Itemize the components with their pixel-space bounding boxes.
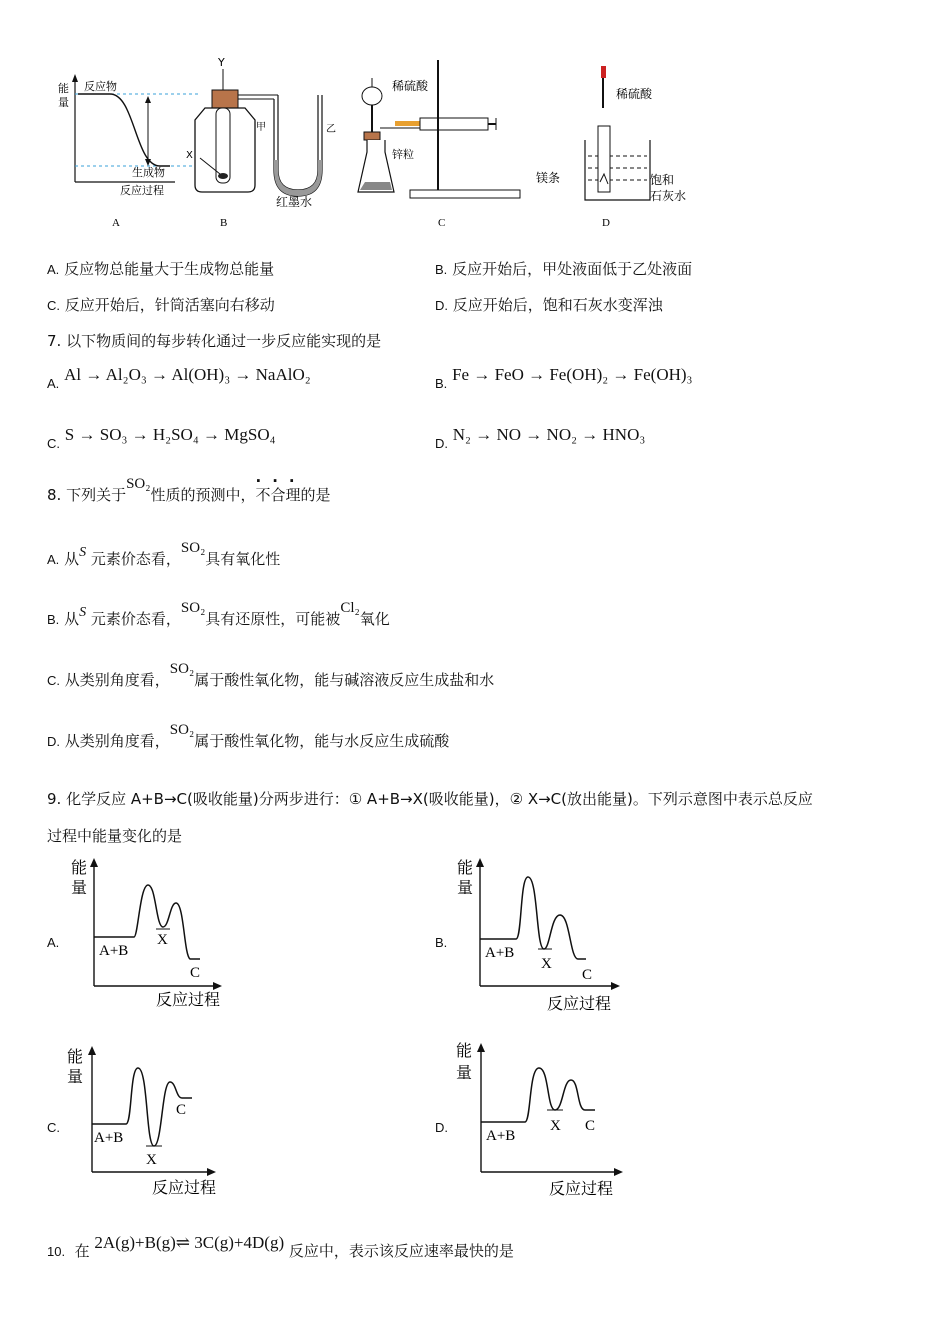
figA-ylabel-1: 能 (58, 82, 69, 95)
figD-lime-1: 饱和 (650, 173, 675, 187)
svg-text:反应过程: 反应过程 (152, 1178, 217, 1197)
svg-text:能: 能 (456, 1041, 473, 1060)
q7-stem: 7. 以下物质间的每步转化通过一步反应能实现的是 (47, 332, 382, 350)
svg-text:反应过程: 反应过程 (156, 990, 221, 1009)
svg-text:能: 能 (71, 858, 88, 877)
figB-yi: 乙 (326, 124, 336, 135)
svg-text:量: 量 (71, 878, 88, 897)
svg-text:C: C (190, 965, 201, 981)
svg-text:A+B: A+B (485, 945, 515, 961)
figD-tag: D (602, 217, 610, 229)
svg-text:反应过程: 反应过程 (547, 994, 612, 1013)
q8-option-c[interactable]: C. 从类别角度看，SO₂属于酸性氧化物，能与碱溶液反应生成盐和水 (47, 661, 495, 689)
figB-y: Y (218, 56, 225, 69)
q8-option-b[interactable]: B. 从S 元素价态看，SO₂具有还原性，可能被Cl₂氧化 (47, 600, 390, 628)
q9-stem-line2: 过程中能量变化的是 (47, 827, 183, 845)
q7-option-a[interactable]: A. Al → Al₂O₃ → Al(OH)₃ → NaAlO₂ (47, 365, 311, 391)
q6-option-b[interactable]: B. 反应开始后，甲处液面低于乙处液面 (435, 260, 693, 278)
figB-x: X (186, 150, 193, 161)
svg-text:量: 量 (67, 1067, 84, 1086)
q6-option-c[interactable]: C. 反应开始后，针筒活塞向右移动 (47, 296, 275, 314)
q9-graph-c[interactable] (64, 1040, 244, 1205)
figA-tag: A (112, 217, 120, 229)
figD-mg: 镁条 (536, 171, 561, 185)
svg-text:C: C (582, 967, 593, 983)
q8-option-a[interactable]: A. 从S 元素价态看，SO₂具有氧化性 (47, 540, 281, 568)
svg-text:A+B: A+B (99, 943, 129, 959)
figC-zinc: 锌粒 (392, 148, 414, 161)
q9-stem-line1: 9. 化学反应 A+B→C(吸收能量)分两步进行：① A+B→X(吸收能量)，② X→C(放出能量)。下列示意图中表示总反应 (47, 790, 813, 808)
figure-c-apparatus (358, 60, 520, 229)
figA-reactant: 反应物 (84, 80, 117, 93)
q8-option-d[interactable]: D. 从类别角度看，SO₂属于酸性氧化物，能与水反应生成硫酸 (47, 722, 450, 750)
svg-text:反应过程: 反应过程 (549, 1179, 614, 1198)
figD-lime-2: 石灰水 (650, 189, 687, 203)
svg-text:X: X (146, 1152, 157, 1168)
svg-text:A+B: A+B (94, 1130, 124, 1146)
figB-tag: B (220, 217, 228, 229)
q9-option-c-letter[interactable]: C. (47, 1120, 60, 1135)
q7-option-c[interactable]: C. S → SO₃ → H₂SO₄ → MgSO₄ (47, 425, 276, 451)
figD-acid: 稀硫酸 (616, 87, 653, 101)
figB-jia: 甲 (256, 122, 266, 133)
q9-graph-a[interactable] (66, 855, 246, 1015)
figure-d-apparatus (536, 66, 686, 229)
svg-text:X: X (550, 1118, 561, 1134)
svg-text:X: X (157, 932, 168, 948)
svg-text:量: 量 (457, 878, 474, 897)
svg-text:C: C (176, 1102, 187, 1118)
svg-text:量: 量 (456, 1063, 473, 1082)
q8-emphasis: ··· 不合理 (255, 472, 306, 504)
q9-option-d-letter[interactable]: D. (435, 1120, 448, 1135)
figC-acid: 稀硫酸 (392, 79, 429, 93)
q6-option-d[interactable]: D. 反应开始后，饱和石灰水变浑浊 (435, 296, 663, 314)
q10-equation: 2A(g)+B(g)⇌ 3C(g)+4D(g) (94, 1233, 285, 1252)
q10-stem: 10. 在 2A(g)+B(g)⇌ 3C(g)+4D(g) 反应中，表示该反应速率最快的是 (47, 1233, 514, 1260)
figB-ink: 红墨水 (276, 195, 313, 209)
q7-option-d[interactable]: D. N₂ → NO → NO₂ → HNO₃ (435, 425, 646, 451)
svg-text:A+B: A+B (486, 1128, 516, 1144)
svg-text:C: C (585, 1118, 596, 1134)
q9-option-a-letter[interactable]: A. (47, 935, 60, 950)
q6-option-a[interactable]: A. 反应物总能量大于生成物总能量 (47, 260, 275, 278)
q8-stem: 8. 下列关于SO₂性质的预测中， ··· 不合理的是 (47, 472, 331, 504)
svg-text:能: 能 (457, 858, 474, 877)
svg-text:X: X (541, 956, 552, 972)
figA-xlabel: 反应过程 (120, 184, 164, 197)
q9-graph-b[interactable] (452, 855, 632, 1020)
q9-graph-d[interactable] (453, 1040, 643, 1205)
figure-a-energy-diagram (58, 74, 200, 229)
figure-b-apparatus (186, 56, 336, 229)
q7-option-b[interactable]: B. Fe → FeO → Fe(OH)₂ → Fe(OH)₃ (435, 365, 693, 391)
q9-option-b-letter[interactable]: B. (435, 935, 448, 950)
q6-figures (40, 50, 720, 240)
figC-tag: C (438, 217, 446, 229)
figA-ylabel-2: 量 (58, 96, 69, 109)
svg-text:能: 能 (67, 1047, 84, 1066)
figA-product: 生成物 (132, 166, 165, 179)
